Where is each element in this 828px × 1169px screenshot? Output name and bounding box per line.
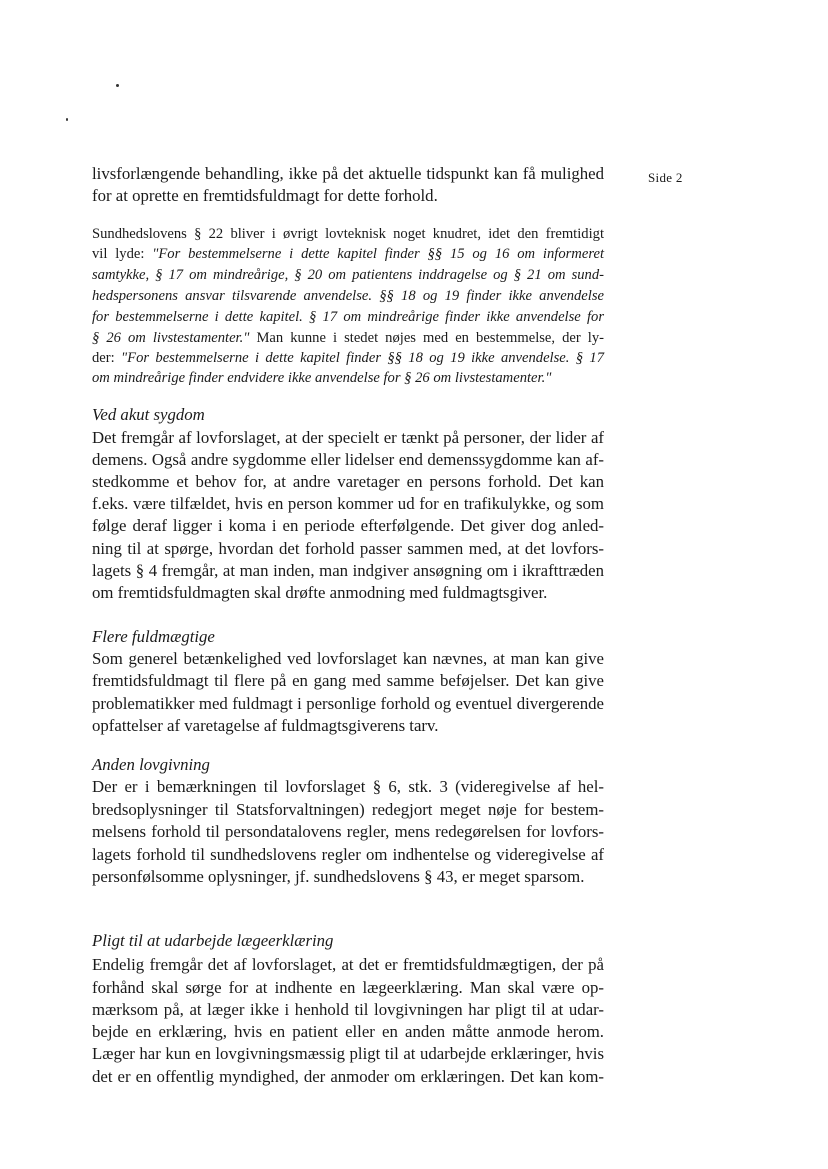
body-line: Der er i bemærkningen til lovforslaget § 6, stk. 3 (videregivelse af hel- <box>92 777 604 796</box>
quote-italic: "For bestemmelserne i dette kapitel finder §§ 15 og 16 om informeret <box>152 246 604 262</box>
body-line: om fremtidsfuldmagten skal drøfte anmodning med fuldmagtsgiver. <box>92 583 548 602</box>
body-line: f.eks. være tilfældet, hvis en person kommer ud for en trafikulykke, og som <box>92 494 604 513</box>
body-line: melsens forhold til persondatalovens regler, mens redegørelsen for lovfors- <box>92 822 604 841</box>
quote-line: samtykke, § 17 om mindreårige, § 20 om patientens inddragelse og § 21 om sund- <box>92 267 604 283</box>
quote-line: hedspersonens ansvar tilsvarende anvendelse. §§ 18 og 19 finder ikke anvendelse <box>92 288 604 304</box>
quote-text: Man kunne i stedet nøjes med en bestemmelse, der ly- <box>249 330 605 346</box>
body-line: Læger har kun en lovgivningsmæssig pligt til at udarbejde erklæringer, hvis <box>92 1044 604 1063</box>
body-line: stedkomme et behov for, at andre varetager en persons forhold. Det kan <box>92 472 604 491</box>
body-line: demens. Også andre sygdomme eller lidelser end demenssygdomme kan af- <box>92 450 604 469</box>
body-line: problematikker med fuldmagt i personlige forhold og eventuel divergerende <box>92 694 604 713</box>
quote-text: vil lyde: <box>92 246 153 262</box>
intro-line: livsforlængende behandling, ikke på det aktuelle tidspunkt kan få mulighed <box>92 164 604 183</box>
body-line: lagets § 4 fremgår, at man inden, man indgiver ansøgning om i ikrafttræden <box>92 561 604 580</box>
body-line: mærksom på, at læger ikke i henhold til lovgivningen har pligt til at udar- <box>92 1000 604 1019</box>
quote-text: der: <box>92 350 122 366</box>
scan-speck <box>116 84 119 87</box>
body-line: bejde en erklæring, hvis en patient eller en anden måtte anmode herom. <box>92 1022 604 1041</box>
quote-line: om mindreårige finder endvidere ikke anvendelse for § 26 om livstestamenter." <box>92 370 552 386</box>
body-line: Som generel betænkelighed ved lovforslaget kan nævnes, at man kan give <box>92 649 604 668</box>
quote-line: Sundhedslovens § 22 bliver i øvrigt lovteknisk noget knudret, idet den fremtidigt <box>92 226 604 242</box>
section-heading: Flere fuldmægtige <box>92 627 215 646</box>
quote-line <box>92 330 604 347</box>
section-heading: Anden lovgivning <box>92 755 210 774</box>
quote-italic: § 26 om livstestamenter." <box>92 330 250 346</box>
body-line: bredsoplysninger til Statsforvaltningen) redegjort meget nøje for bestem- <box>92 800 604 819</box>
body-line: opfattelser af varetagelse af fuldmagtsgiverens tarv. <box>92 716 439 735</box>
body-line: lagets forhold til sundhedslovens regler om indhentelse og videregivelse af <box>92 845 604 864</box>
section-heading: Ved akut sygdom <box>92 405 205 424</box>
section-heading: Pligt til at udarbejde lægeerklæring <box>92 931 334 950</box>
body-line: følge deraf ligger i koma i en periode efterfølgende. Det giver dog anled- <box>92 516 604 535</box>
intro-line: for at oprette en fremtidsfuldmagt for dette forhold. <box>92 186 438 205</box>
body-line: Endelig fremgår det af lovforslaget, at det er fremtidsfuldmægtigen, der på <box>92 955 604 974</box>
quote-line <box>92 246 604 263</box>
body-line: Det fremgår af lovforslaget, at der specielt er tænkt på personer, der lider af <box>92 428 604 447</box>
body-line: personfølsomme oplysninger, jf. sundhedslovens § 43, er meget sparsom. <box>92 867 585 886</box>
quote-italic: "For bestemmelserne i dette kapitel finder §§ 18 og 19 ikke anvendelse. § 17 <box>121 350 605 366</box>
body-line: ning til at spørge, hvordan det forhold passer sammen med, at det lovfors- <box>92 539 604 558</box>
body-line: forhånd skal sørge for at indhente en lægeerklæring. Man skal være op- <box>92 978 604 997</box>
body-line: det er en offentlig myndighed, der anmoder om erklæringen. Det kan kom- <box>92 1067 604 1086</box>
scan-speck <box>66 118 68 121</box>
quote-line <box>92 350 604 367</box>
page-number: Side 2 <box>648 170 683 185</box>
body-line: fremtidsfuldmagt til flere på en gang med samme beføjelser. Det kan give <box>92 671 604 690</box>
quote-line: for bestemmelserne i dette kapitel. § 17 om mindreårige finder ikke anvendelse for <box>92 309 604 325</box>
